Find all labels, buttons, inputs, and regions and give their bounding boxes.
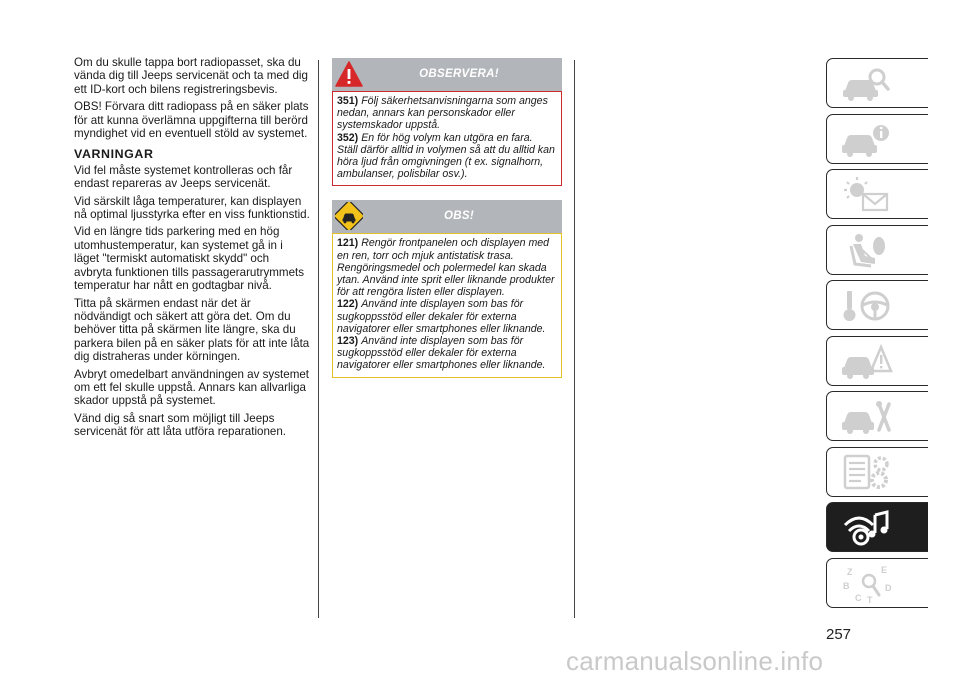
note-number: 123): [337, 335, 359, 348]
warning-item: Vid fel måste systemet kontrolleras och får endast repareras av Jeeps servicenät.: [74, 163, 293, 191]
column-divider-left: [318, 60, 319, 618]
tab-index[interactable]: [826, 558, 928, 608]
warning-item: Vid särskilt låga temperaturer, kan displayen nå optimal ljusstyrka efter en viss funktionstid.: [74, 194, 310, 222]
svg-text:T: T: [867, 594, 873, 605]
svg-text:Z: Z: [847, 566, 853, 577]
tab-lights-messages[interactable]: [826, 169, 928, 219]
svg-text:C: C: [855, 592, 862, 603]
alphabet-index-icon: [839, 563, 895, 605]
note-text: Använd inte displayen som bas för sugkoppsstöd eller dekaler för externa navigatorer eller smartphones eller liknande.: [337, 335, 546, 372]
multimedia-signal-icon: [839, 507, 895, 549]
note-item: [337, 237, 556, 298]
tab-starting-driving[interactable]: [826, 280, 928, 330]
road-warning-icon: [839, 341, 895, 383]
spec-sheet-gear-icon: [839, 452, 895, 494]
observera-box: [332, 58, 562, 186]
tab-emergency[interactable]: [826, 336, 928, 386]
tab-servicing[interactable]: [826, 391, 928, 441]
svg-text:D: D: [885, 582, 892, 593]
note-number: 351): [337, 95, 359, 107]
observera-body: [332, 91, 562, 186]
note-item: [337, 132, 556, 181]
paragraph-radio-pass: Om du skulle tappa bort radiopasset, ska du vända dig till Jeeps servicenät och ta med dig ett ID-kort och bilens registreringsbevis.: [74, 56, 308, 96]
obs-title: OBS!: [444, 210, 474, 223]
warning-item: Vid en längre tids parkering med en hög utomhustemperatur, kan systemet gå in i läget "termiskt automatiskt skydd" och avbryta funktionen tills passagerarutrymmets temperatur har nått en godtagbar nivå.: [74, 225, 305, 293]
car-search-icon: [839, 63, 895, 105]
note-number: 122): [337, 298, 359, 311]
tab-technical-data[interactable]: [826, 447, 928, 497]
middle-column: [332, 58, 562, 378]
tab-safety[interactable]: [826, 225, 928, 275]
observera-header: [332, 58, 562, 91]
warning-item: Titta på skärmen endast när det är nödvändigt och säkert att göra det. Om du behöver titta på skärmen lite längre, ska du parkera bilen på en säker plats för att inte låta dig distraheras under körningen.: [74, 296, 310, 364]
warning-item: Vänd dig så snart som möjligt till Jeeps servicenät för att låta utföra reparationen.: [74, 411, 287, 439]
svg-text:B: B: [843, 580, 850, 591]
left-text-column: [74, 56, 310, 443]
warning-item: Avbryt omedelbart användningen av systemet om ett fel skulle uppstå. Annars kan allvarliga skador uppstå på systemet.: [74, 367, 310, 408]
tab-dashboard-info[interactable]: [826, 114, 928, 164]
note-number: 121): [337, 237, 359, 250]
tab-multimedia[interactable]: [826, 502, 928, 552]
airbag-seat-icon: [839, 230, 895, 272]
note-text: Följ säkerhetsanvisningarna som anges nedan, annars kan personskador eller systemskador uppstå.: [337, 95, 548, 132]
note-text: En för hög volym kan utgöra en fara. Ställ därför alltid in volymen så att du alltid kan höra ljud från omgivningen (t ex. signalhorn, ambulanser, polisbilar osv.).: [337, 131, 555, 181]
note-text: Använd inte displayen som bas för sugkoppsstöd eller dekaler för externa navigatorer eller smartphones eller liknande.: [337, 298, 546, 335]
car-info-icon: [839, 119, 895, 161]
obs-header: [332, 200, 562, 233]
page-number: 257: [826, 626, 852, 643]
svg-text:E: E: [881, 564, 888, 575]
paragraph-obs: OBS! Förvara ditt radiopass på en säker plats för att kunna överlämna uppgifterna till berörd myndighet vid en eventuell stöld av systemet.: [74, 100, 309, 141]
observera-title: OBSERVERA!: [419, 68, 499, 80]
note-item: [337, 335, 556, 372]
note-item: [337, 298, 556, 335]
light-message-icon: [839, 174, 895, 216]
note-number: 352): [337, 131, 359, 144]
note-text: Rengör frontpanelen och displayen med en ren, torr och mjuk antistatisk trasa. Rengöringsmedel och polermedel kan skada ytan. Använd inte sprit eller liknande produkter för att rengöra listen eller displayen.: [337, 237, 555, 299]
column-divider-right: [574, 60, 575, 618]
key-steering-wheel-icon: [839, 285, 895, 327]
chapter-tabs: [826, 58, 928, 613]
obs-body: [332, 233, 562, 377]
warnings-heading: VARNINGAR: [74, 147, 154, 162]
car-tools-icon: [839, 396, 895, 438]
watermark: carmanualsonline.info: [566, 646, 824, 676]
tab-getting-to-know[interactable]: [826, 58, 928, 108]
note-item: [337, 95, 556, 132]
obs-box: [332, 200, 562, 377]
